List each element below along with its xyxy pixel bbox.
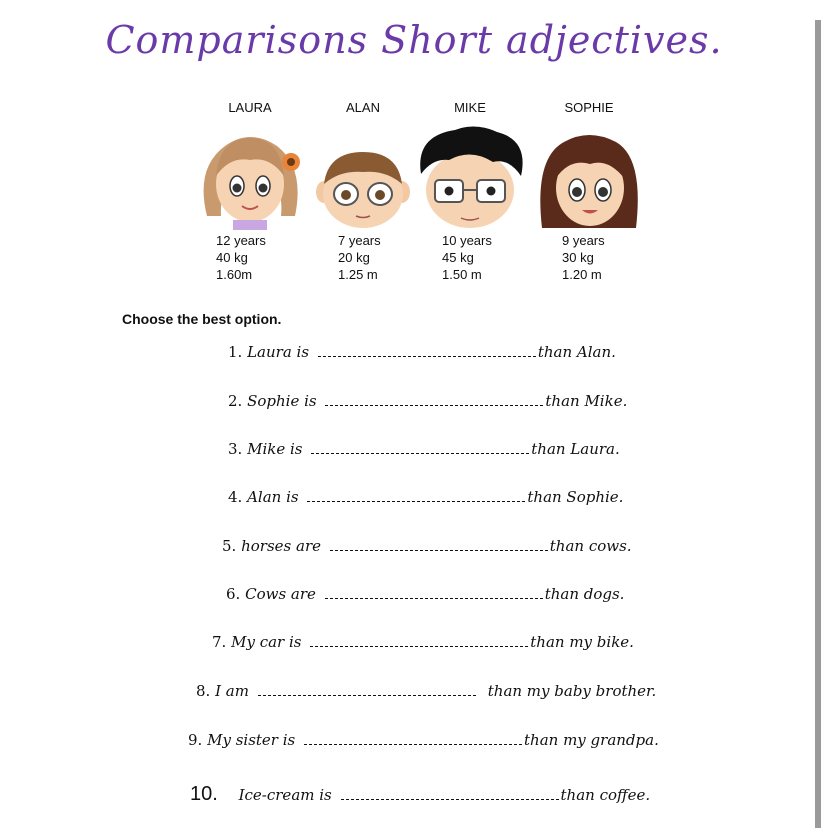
item-subject: Sophie is [247, 392, 317, 410]
item-number: 2. [228, 392, 243, 410]
item-comparison: than dogs. [544, 585, 625, 603]
exercise-item-5 [222, 537, 632, 555]
answer-blank[interactable] [325, 586, 543, 599]
exercise-item-8 [196, 682, 656, 700]
instruction-text: Choose the best option. [122, 311, 282, 327]
item-comparison: than my bike. [530, 633, 634, 651]
mike-portrait [405, 118, 535, 230]
exercise-item-7 [212, 633, 634, 651]
answer-blank[interactable] [310, 634, 528, 647]
age-text: 10 years [442, 233, 492, 248]
answer-blank[interactable] [258, 683, 476, 696]
item-subject: Cows are [245, 585, 316, 603]
weight-text: 40 kg [216, 250, 248, 265]
answer-blank[interactable] [304, 732, 522, 745]
item-number: 5. [222, 537, 237, 555]
item-number: 3. [228, 440, 243, 458]
item-comparison: than coffee. [560, 786, 651, 804]
item-subject: Alan is [247, 488, 299, 506]
character-name: SOPHIE [564, 100, 614, 115]
answer-blank[interactable] [307, 489, 525, 502]
laura-portrait [185, 118, 315, 230]
exercise-item-10 [190, 783, 650, 806]
item-comparison: than Laura. [531, 440, 620, 458]
exercise-item-1 [228, 343, 616, 361]
answer-blank[interactable] [341, 787, 559, 800]
exercise-item-3 [228, 440, 620, 458]
item-subject: horses are [241, 537, 321, 555]
exercise-item-9 [188, 731, 659, 749]
item-subject: My car is [231, 633, 302, 651]
item-number: 6. [226, 585, 241, 603]
item-number: 9. [188, 731, 203, 749]
age-text: 9 years [562, 233, 605, 248]
item-number: 7. [212, 633, 227, 651]
character-name: LAURA [228, 100, 272, 115]
exercise-item-4 [228, 488, 623, 506]
item-comparison: than cows. [549, 537, 632, 555]
exercise-item-2 [228, 392, 627, 410]
answer-blank[interactable] [330, 538, 548, 551]
item-comparison: than Mike. [545, 392, 628, 410]
age-text: 12 years [216, 233, 266, 248]
item-comparison: than my baby brother. [487, 682, 657, 700]
height-text: 1.60m [216, 267, 253, 282]
item-number: 10. [190, 783, 218, 805]
character-name: MIKE [454, 100, 486, 115]
item-comparison: than Sophie. [527, 488, 624, 506]
character-name: ALAN [346, 100, 380, 115]
weight-text: 20 kg [338, 250, 370, 265]
height-text: 1.25 m [338, 267, 378, 282]
item-number: 4. [228, 488, 243, 506]
weight-text: 45 kg [442, 250, 474, 265]
answer-blank[interactable] [325, 393, 543, 406]
item-subject: Mike is [247, 440, 303, 458]
item-subject: I am [215, 682, 249, 700]
weight-text: 30 kg [562, 250, 594, 265]
item-comparison: than my grandpa. [524, 731, 659, 749]
answer-blank[interactable] [318, 344, 536, 357]
height-text: 1.50 m [442, 267, 482, 282]
age-text: 7 years [338, 233, 381, 248]
item-number: 1. [228, 343, 243, 361]
worksheet-title: Comparisons Short adjectives. [105, 18, 723, 62]
height-text: 1.20 m [562, 267, 602, 282]
item-comparison: than Alan. [537, 343, 616, 361]
character-laura [185, 100, 315, 283]
character-sophie [524, 100, 654, 283]
scrollbar[interactable] [815, 20, 821, 828]
sophie-portrait [524, 118, 654, 230]
item-subject: Ice-cream is [238, 786, 332, 804]
answer-blank[interactable] [311, 441, 529, 454]
item-subject: My sister is [207, 731, 296, 749]
item-number: 8. [196, 682, 211, 700]
character-mike [405, 100, 535, 283]
exercise-item-6 [226, 585, 624, 603]
item-subject: Laura is [247, 343, 310, 361]
